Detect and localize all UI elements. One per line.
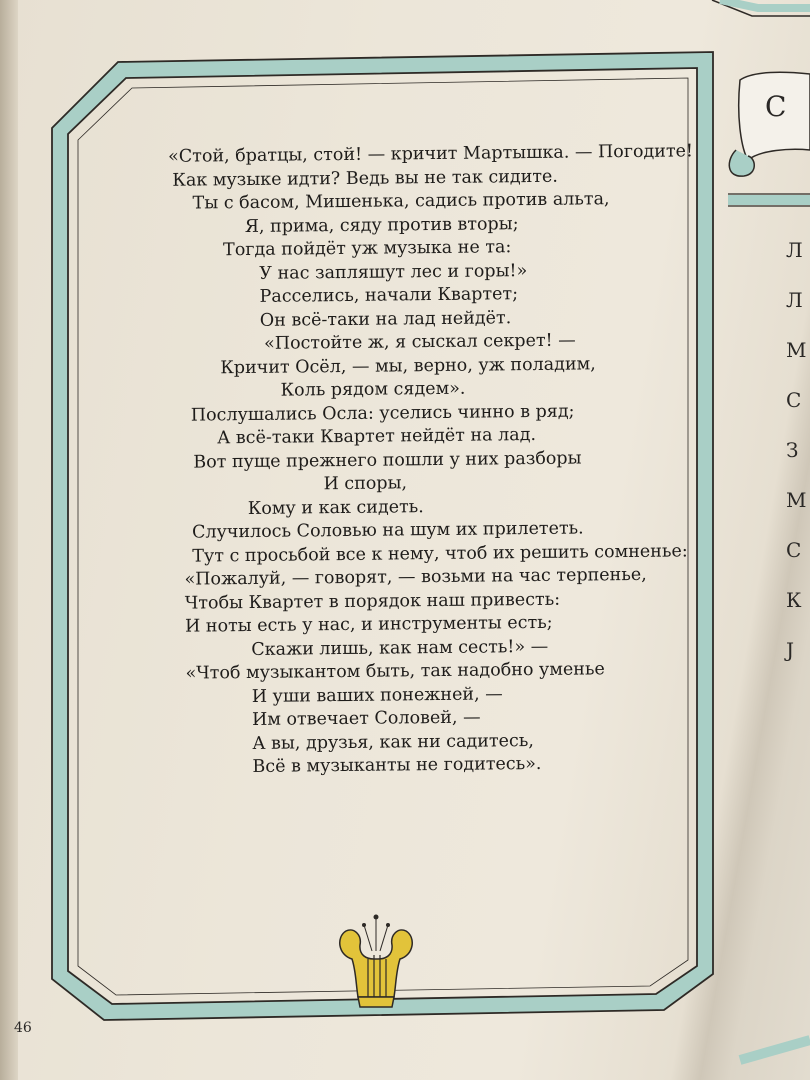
poem-text xyxy=(150,140,717,780)
poem-line: Он всё-таки на лад нейдёт. xyxy=(259,307,512,331)
poem-line: Я, прима, сяду против вторы; xyxy=(244,213,519,237)
right-letter: С xyxy=(786,388,802,412)
poem-line: Ты с басом, Мишенька, садись против альта, xyxy=(192,189,610,214)
poem-line: Скажи лишь, как нам сесть!» — xyxy=(251,636,549,660)
poem-line: Расселись, начали Квартет; xyxy=(259,284,519,307)
poem-line: Послушались Осла: уселись чинно в ряд; xyxy=(190,401,575,426)
poem-line: Кому и как сидеть. xyxy=(247,496,424,519)
banner-letter: С xyxy=(765,90,787,123)
poem-line: Тогда пойдёт уж музыка не та: xyxy=(222,237,512,261)
poem-line: Как музыке идти? Ведь вы не так сидите. xyxy=(172,166,559,191)
right-letter: К xyxy=(786,588,802,612)
right-letter: М xyxy=(786,338,807,362)
right-letter: З xyxy=(786,438,799,462)
poem-line: И уши ваших понежней, — xyxy=(251,683,503,707)
poem-line: И ноты есть у нас, и инструменты есть; xyxy=(184,612,553,637)
poem-line: «Постойте ж, я сыскал секрет! — xyxy=(263,330,576,354)
right-letter: М xyxy=(786,488,807,512)
poem-line: Коль рядом сядем». xyxy=(280,378,466,401)
poem-line: Тут с просьбой все к нему, чтоб их решить сомненье: xyxy=(192,540,688,567)
banner-scroll xyxy=(729,72,810,176)
poem-line: «Стой, братцы, стой! — кричит Мартышка. — Погодите! xyxy=(168,141,694,167)
poem-line: А всё-таки Квартет нейдёт на лад. xyxy=(216,424,537,449)
right-letter: J xyxy=(786,638,795,662)
right-letter: Л xyxy=(786,238,803,262)
poem-line: А вы, друзья, как ни садитесь, xyxy=(252,730,534,754)
lyre-icon xyxy=(340,915,413,1008)
right-letter: С xyxy=(786,538,802,562)
poem-line: У нас запляшут лес и горы!» xyxy=(259,260,528,284)
poem-line: Случилось Соловью на шум их прилететь. xyxy=(191,518,584,543)
poem-line: Чтобы Квартет в порядок наш привесть: xyxy=(184,589,561,614)
poem-line: Всё в музыканты не годитесь». xyxy=(252,753,542,777)
poem-line: И споры, xyxy=(323,473,408,495)
poem-line: Им отвечает Соловей, — xyxy=(251,707,481,730)
right-page-letters xyxy=(786,225,806,675)
poem-line: «Пожалуй, — говорят, — возьми на час терпенье, xyxy=(184,564,647,590)
right-letter: Л xyxy=(786,288,803,312)
poem-line: Вот пуще прежнего пошли у них разборы xyxy=(193,447,582,473)
page-number: 46 xyxy=(14,1020,32,1036)
poem-line: «Чтоб музыкантом быть, так надобно уменье xyxy=(185,659,605,684)
poem-line: Кричит Осёл, — мы, верно, уж поладим, xyxy=(220,353,596,378)
